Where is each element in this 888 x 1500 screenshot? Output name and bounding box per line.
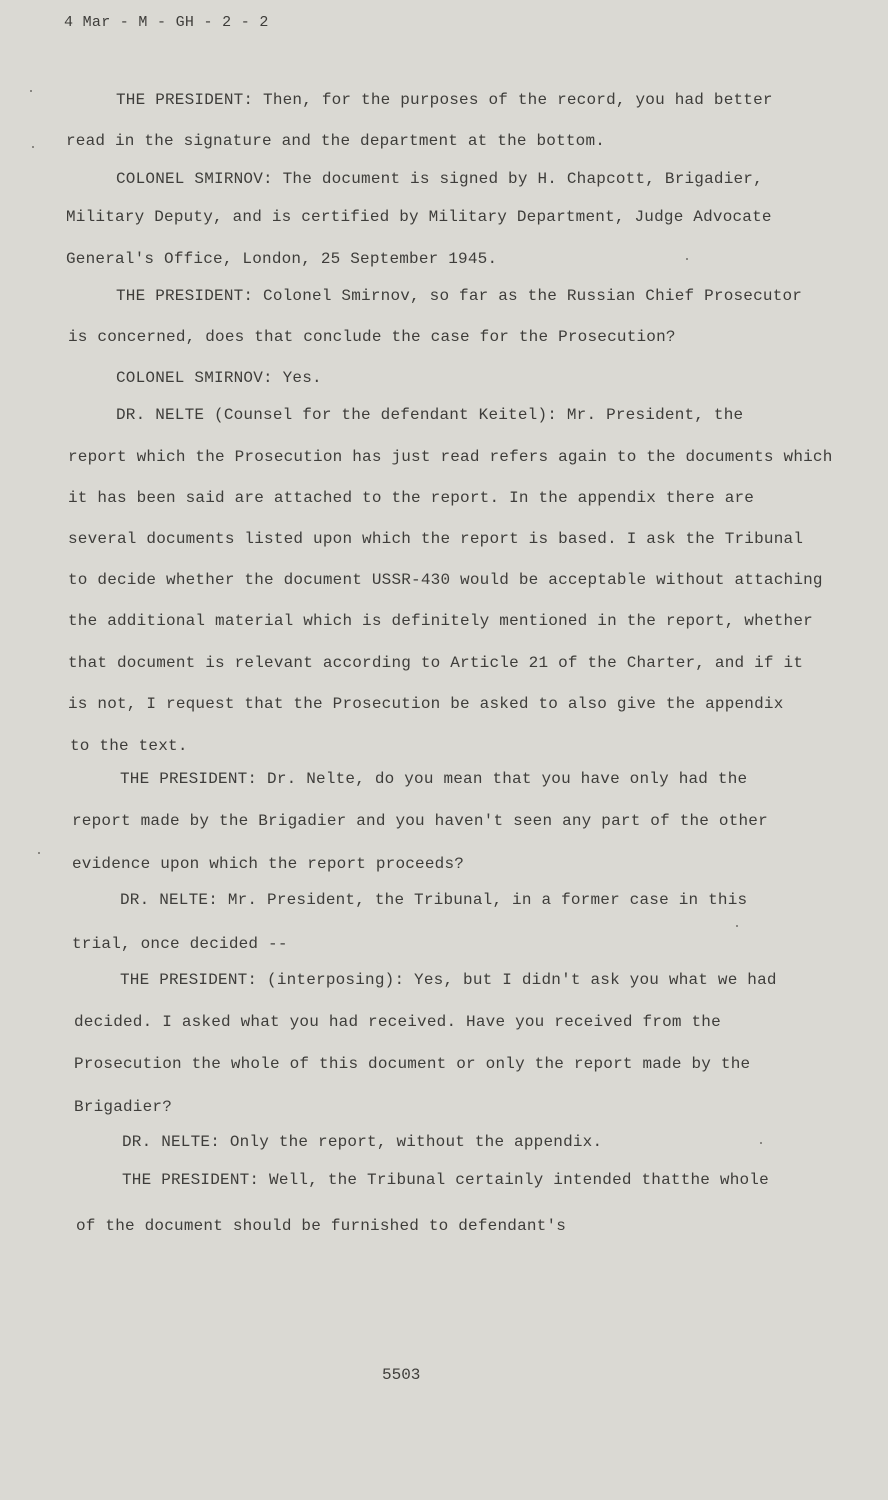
text-line: THE PRESIDENT: Dr. Nelte, do you mean that you have only had the xyxy=(120,770,748,788)
text-line: that document is relevant according to Article 21 of the Charter, and if it xyxy=(68,654,804,672)
text-line: THE PRESIDENT: Colonel Smirnov, so far as the Russian Chief Prosecutor xyxy=(116,287,803,305)
page-header: 4 Mar - M - GH - 2 - 2 xyxy=(64,14,269,31)
text-line: is not, I request that the Prosecution be asked to also give the appendix xyxy=(68,695,784,713)
paper-speck xyxy=(30,90,32,92)
text-line: read in the signature and the department at the bottom. xyxy=(66,132,606,150)
paper-speck xyxy=(760,1142,762,1144)
text-line: is concerned, does that conclude the case for the Prosecution? xyxy=(68,328,676,346)
text-line: THE PRESIDENT: Well, the Tribunal certainly intended thatthe whole xyxy=(122,1171,769,1189)
text-line: report which the Prosecution has just read refers again to the documents which xyxy=(68,448,833,466)
text-line: THE PRESIDENT: Then, for the purposes of the record, you had better xyxy=(116,91,773,109)
text-line: to the text. xyxy=(70,737,188,755)
text-line: it has been said are attached to the report. In the appendix there are xyxy=(68,489,755,507)
text-line: DR. NELTE: Only the report, without the appendix. xyxy=(122,1133,603,1151)
text-line: to decide whether the document USSR-430 would be acceptable without attaching xyxy=(68,571,823,589)
paper-speck xyxy=(32,146,34,148)
text-line: decided. I asked what you had received. Have you received from the xyxy=(74,1013,721,1031)
paper-speck xyxy=(38,852,40,854)
paper-speck xyxy=(686,258,688,260)
text-line: Military Deputy, and is certified by Military Department, Judge Advocate xyxy=(66,208,772,226)
text-line: trial, once decided -- xyxy=(72,935,288,953)
text-line: COLONEL SMIRNOV: The document is signed by H. Chapcott, Brigadier, xyxy=(116,170,763,188)
text-line: Brigadier? xyxy=(74,1098,173,1116)
text-line: several documents listed upon which the report is based. I ask the Tribunal xyxy=(68,530,804,548)
text-line: General's Office, London, 25 September 1945. xyxy=(66,250,498,268)
page-number: 5503 xyxy=(382,1366,421,1384)
text-line: report made by the Brigadier and you haven't seen any part of the other xyxy=(72,812,768,830)
text-line: the additional material which is definitely mentioned in the report, whether xyxy=(68,612,813,630)
text-line: THE PRESIDENT: (interposing): Yes, but I didn't ask you what we had xyxy=(120,971,777,989)
text-line: DR. NELTE: Mr. President, the Tribunal, in a former case in this xyxy=(120,891,748,909)
paper-speck xyxy=(736,925,738,927)
text-line: DR. NELTE (Counsel for the defendant Keitel): Mr. President, the xyxy=(116,406,744,424)
text-line: Prosecution the whole of this document or only the report made by the xyxy=(74,1055,751,1073)
text-line: evidence upon which the report proceeds? xyxy=(72,855,465,873)
text-line: COLONEL SMIRNOV: Yes. xyxy=(116,369,322,387)
text-line: of the document should be furnished to defendant's xyxy=(76,1217,567,1235)
